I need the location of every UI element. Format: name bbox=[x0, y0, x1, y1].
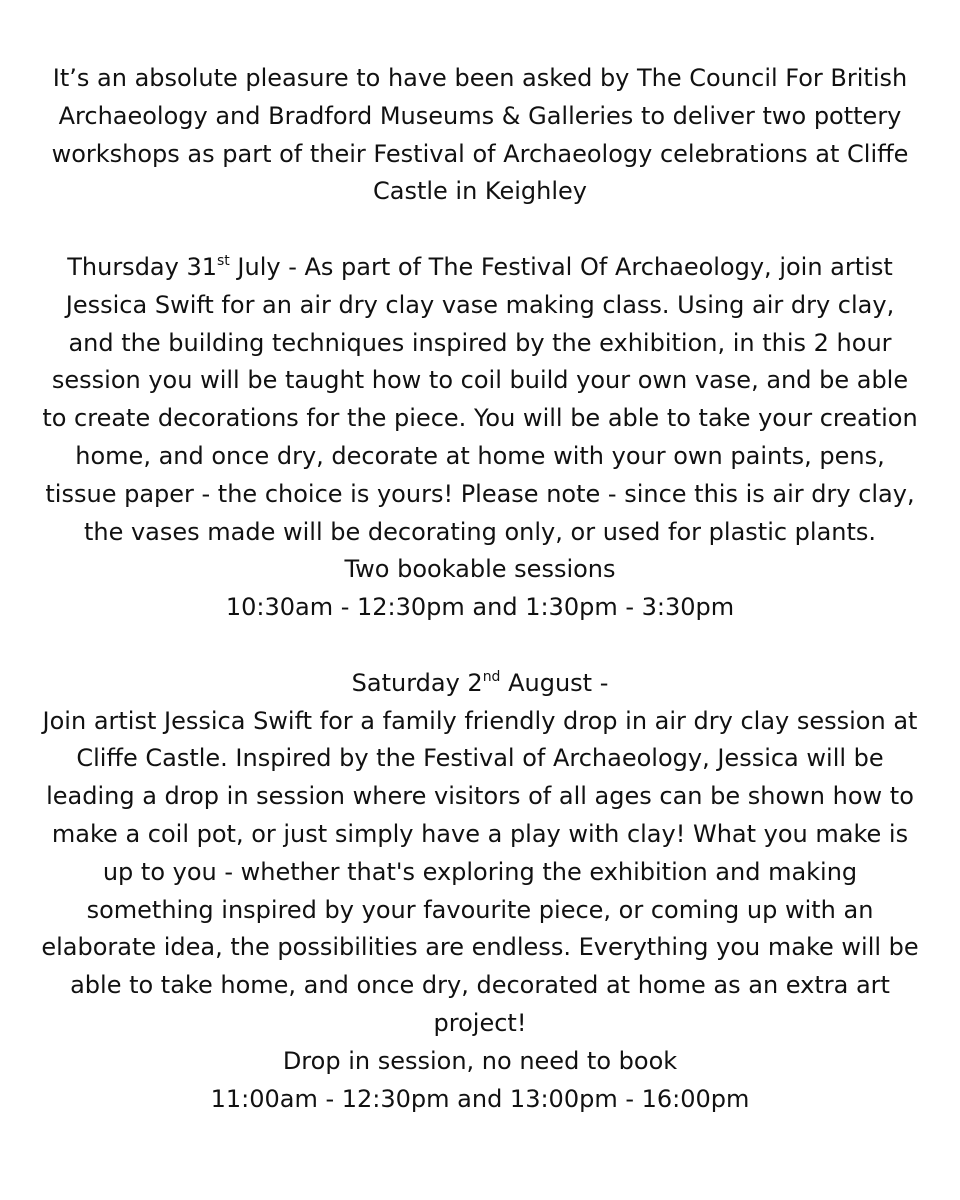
event2-heading bbox=[40, 665, 920, 703]
paragraph-spacer bbox=[40, 627, 920, 665]
event2-description: Join artist Jessica Swift for a family friendly drop in air dry clay session at Cliffe Castle. Inspired by the Festival of Archaeology, Jessica will be leading a drop in session where visitors of all ages can be shown how to make a coil pot, or just simply have a play with clay! What you make is up to you - whether that's exploring the exhibition and making something inspired by your favourite piece, or coming up with an elaborate idea, the possibilities are endless. Everything you make will be able to take home, and once dry, decorated at home as an extra art project! bbox=[41, 706, 919, 1037]
event2-day-ordinal: nd bbox=[482, 668, 501, 685]
event2-day-prefix: Saturday 2 bbox=[351, 668, 483, 697]
event1-day-ordinal: st bbox=[217, 252, 230, 269]
event1-session-times: 10:30am - 12:30pm and 1:30pm - 3:30pm bbox=[225, 593, 735, 622]
event1-day-prefix: Thursday 31 bbox=[67, 252, 217, 281]
event1-description-text: July - As part of The Festival Of Archaeology, join artist Jessica Swift for an air dry clay vase making class. Using air dry clay, and the building techniques inspired by the exhibition, in this 2 hour session you will be taught how to coil build your own vase, and be able to create decorations for the piece. You will be able to take your creation home, and once dry, decorate at home with your own paints, pens, tissue paper - the choice is yours! Please note - since this is air dry clay, the vases made will be decorating only, or used for plastic plants. bbox=[42, 252, 918, 546]
intro-paragraph: It’s an absolute pleasure to have been asked by The Council For British Archaeology and Bradford Museums & Galleries to deliver two pottery workshops as part of their Festival of Archaeology celebrations at Cliffe Castle in Keighley bbox=[51, 64, 909, 206]
event2-day-rest: August - bbox=[500, 668, 609, 697]
event2-booking-note: Drop in session, no need to book bbox=[282, 1046, 678, 1075]
event1-booking-note: Two bookable sessions bbox=[344, 555, 616, 584]
event1-description bbox=[40, 249, 920, 551]
event2-session-times: 11:00am - 12:30pm and 13:00pm - 16:00pm bbox=[210, 1084, 750, 1113]
paragraph-spacer bbox=[40, 211, 920, 249]
